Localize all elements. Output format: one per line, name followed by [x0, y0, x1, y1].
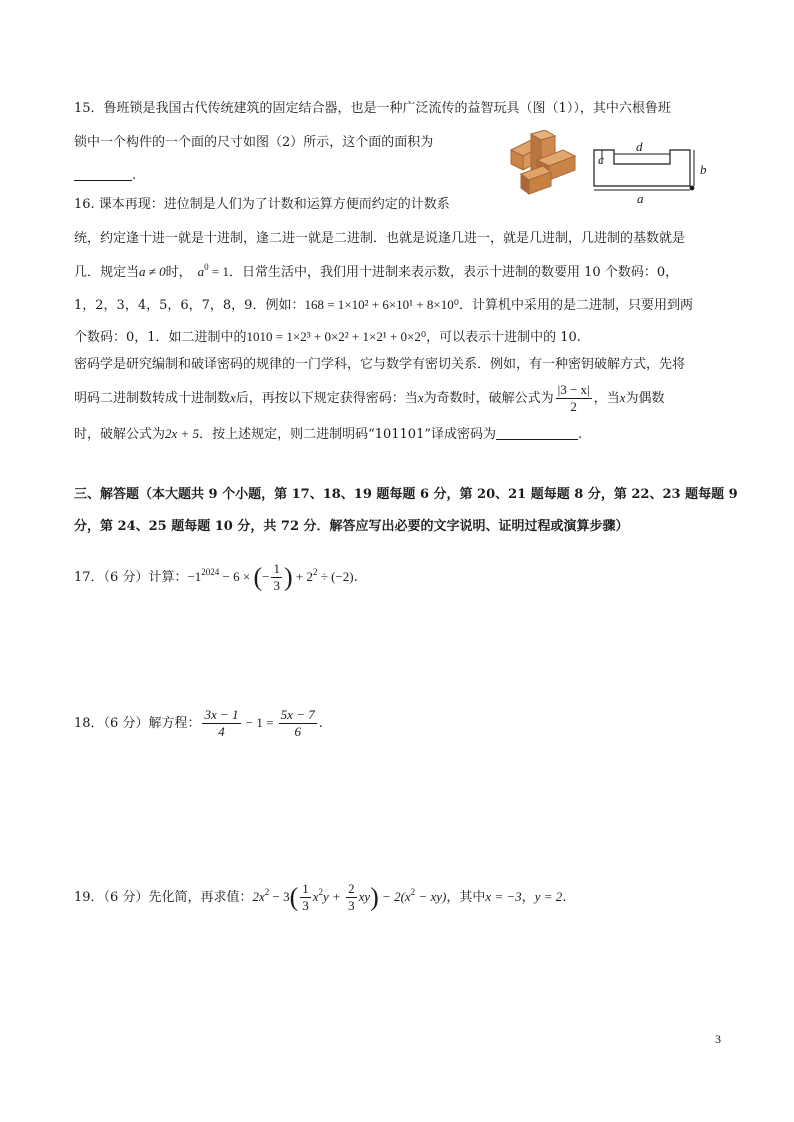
q17: 17．（6 分）计算：$-1^{2024} - 6$ × (− $\frac{1}{3}$ ) + $2^2 \div (-2)$. [74, 561, 358, 593]
q16-line2: 统，约定逢十进一就是十进制，逢二进一就是二进制．也就是说逢几进一，就是几进制，几进制的基数就是 [74, 231, 686, 246]
decode-formula-odd [556, 382, 592, 415]
q16-line8-end: . [577, 427, 583, 442]
q16-line3-a: 几．规定当 [74, 265, 140, 280]
q19-e6: − 2(x [378, 889, 411, 904]
q18-f1-num: 3x − 1 [204, 707, 239, 722]
binary-example-equation: 1010 = 1×2³ + 0×2² + 1×2¹ + 0×2⁰ [246, 329, 427, 344]
q16-line4-b: ．计算机中采用的是二进制，只要用到两 [458, 298, 693, 313]
q19-e1: 2x [252, 889, 265, 904]
answer-blank-15[interactable] [74, 166, 132, 181]
q19-e3: x [312, 889, 319, 904]
q16-line7-e: 为偶数 [625, 391, 665, 406]
q16-line7-a: 明码二进制数转成十进制数 [74, 391, 231, 406]
q16-line7-d: ，当 [593, 391, 620, 406]
q19-f1-den: 3 [302, 898, 309, 913]
q17-frac-den: 3 [273, 578, 280, 593]
label-d: d [636, 139, 643, 154]
q18-fraction-left [202, 707, 240, 740]
q16-line7-c: 为奇数时，破解公式为 [423, 391, 554, 406]
q15-line3-end: . [132, 168, 137, 183]
label-a: a [637, 191, 644, 206]
label-b: b [700, 162, 707, 177]
a-zero-power: a [197, 264, 205, 279]
q19-e1-sup: 2 [264, 887, 270, 897]
section3-heading-line2: 分，第 24、25 题每题 10 分，共 72 分．解答应写出必要的文字说明、证明过程或演算步骤） [74, 519, 629, 534]
var-x-1: x [230, 390, 236, 405]
q19-f2-den: 3 [348, 898, 355, 913]
page-number: 3 [715, 1032, 721, 1046]
section3-heading-line1: 三、解答题（本大题共 9 个小题，第 17、18、19 题每题 6 分，第 20、21 题每题 8 分，第 22、23 题每题 9 [74, 487, 738, 502]
q19-e7: − xy) [415, 889, 447, 904]
q17-prefix: 17．（6 分）计算： [74, 570, 188, 585]
q17-end: . [353, 570, 358, 585]
q18-end: . [318, 716, 323, 731]
q19-e6-sup: 2 [410, 887, 416, 897]
q19-e2: − 3 [269, 889, 290, 904]
q17-exponent-2: 2 [313, 567, 318, 577]
formula-denominator: 2 [570, 399, 577, 414]
q19-fraction-1 [300, 881, 311, 914]
condition-a-nonzero: a ≠ 0 [139, 264, 166, 279]
label-c: c [598, 152, 604, 167]
q15-line3 [74, 166, 136, 185]
q19-f2-num: 2 [348, 881, 355, 896]
q19-prefix: 19．（6 分）先化简，再求值： [74, 890, 253, 905]
q16-line7-b: 后，再按以下规定获得密码：当 [235, 391, 418, 406]
q16-line3 [74, 263, 678, 282]
q17-fraction [271, 561, 282, 594]
q16-line3-b: 时， [165, 265, 192, 280]
q17-term4: ÷ (−2) [317, 569, 354, 584]
q18-f1-den: 4 [218, 724, 225, 739]
exponent-zero: 0 [204, 262, 209, 272]
q17-term3: + 2 [292, 569, 313, 584]
q15-line1: 15．鲁班锁是我国古代传统建筑的固定结合器，也是一种广泛流传的益智玩具（图（1）），其中六根鲁班 [74, 101, 671, 116]
answer-blank-16[interactable] [496, 425, 578, 440]
q16-line8-b: ．按上述规定，则二进制明码“101101”译成密码为 [199, 427, 496, 442]
q18-fraction-right [279, 707, 317, 740]
q16-line8-a: 时，破解公式为 [74, 427, 166, 442]
q19-y-value: y = 2 [534, 889, 563, 904]
q15-line2: 锁中一个构件的一个面的尺寸如图（2）所示，这个面的面积为 [74, 135, 434, 150]
q16-line8 [74, 425, 582, 444]
luban-lock-image [503, 130, 579, 198]
q18-mid: − 1 = [242, 715, 277, 730]
q16-line4-a: 1，2，3，4，5，6，7，8，9．例如： [74, 298, 305, 313]
q16-line6: 密码学是研究编制和破译密码的规律的一门学科，它与数学有密切关系．例如，有一种密钥破解方式，先将 [74, 357, 686, 372]
q16-line5-b: ，可以表示十进制中的 10. [426, 330, 581, 345]
corner-dot [690, 186, 695, 191]
q19-e4: y + [323, 889, 345, 904]
q16-line4 [74, 296, 693, 315]
q17-frac-num: 1 [273, 561, 280, 576]
q16-line7 [74, 380, 664, 417]
q17-exponent-2024: 2024 [201, 567, 220, 577]
q16-line3-c: ．日常生活中，我们用十进制来表示数，表示十进制的数要用 10 个数码：0， [229, 265, 679, 280]
q19-tail-b: ， [521, 890, 535, 905]
dimension-diagram [586, 138, 716, 208]
q16-line5-a: 个数码：0，1．如二进制中的 [74, 330, 247, 345]
q19-e5: xy [358, 889, 371, 904]
q19-fraction-2 [346, 881, 357, 914]
q18-prefix: 18．（6 分）解方程： [74, 716, 201, 731]
q16-line5 [74, 328, 581, 347]
equals-one: = 1 [208, 264, 230, 279]
q18-f2-num: 5x − 7 [280, 707, 315, 722]
q16-line1: 16. 课本再现：进位制是人们为了计数和运算方便而约定的计数系 [74, 197, 450, 212]
q17-term2: − 6 × [219, 569, 254, 584]
q19: 19．（6 分）先化简，再求值：$2x^2 - 3$( $\frac{1}{3}$ $x^2y$ + $\frac{2}{3}$ $xy) - 2(x^2 - xy)$，其中x = −3，y = 2. [74, 881, 567, 913]
var-x-2: x [417, 390, 424, 405]
decimal-example-equation: 168 = 1×10² + 6×10¹ + 8×10⁰ [304, 297, 459, 312]
q19-e3-sup: 2 [318, 887, 324, 897]
q18-f2-den: 6 [294, 724, 301, 739]
formula-numerator: |3 − x| [557, 382, 590, 397]
q18 [74, 704, 323, 743]
q19-f1-num: 1 [302, 881, 309, 896]
q19-x-value: x = −3 [485, 889, 522, 904]
q17-term1: −1 [187, 569, 202, 584]
decode-formula-even: 2x + 5 [165, 426, 200, 441]
q19-end: . [562, 890, 567, 905]
var-x-3: x [619, 390, 626, 405]
q19-tail-a: ，其中 [446, 890, 486, 905]
